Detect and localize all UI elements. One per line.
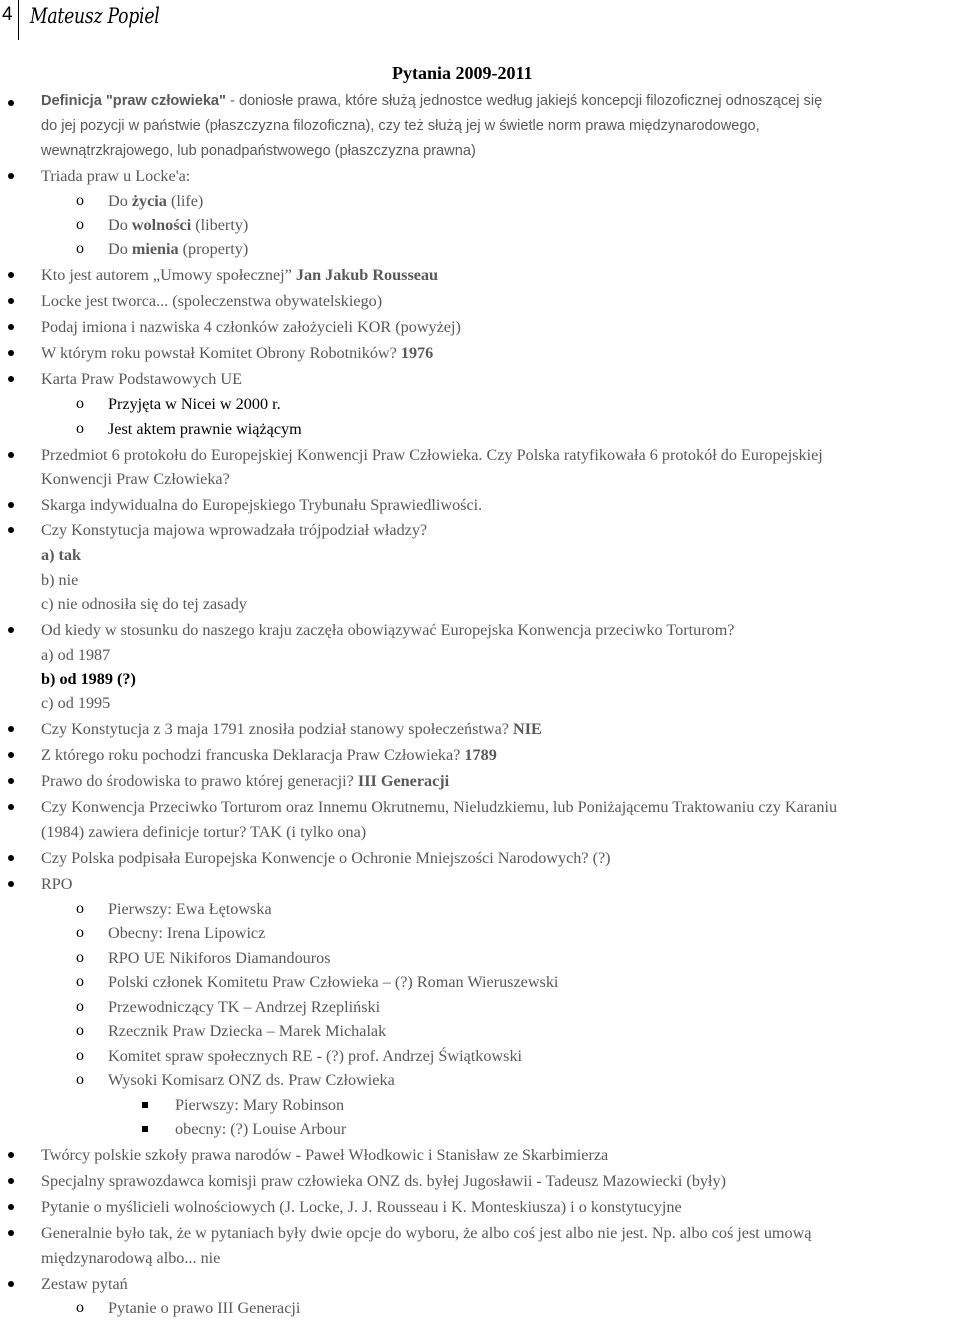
sub-list-item: Obecny: Irena Lipowicz [108,924,266,942]
page-header [0,0,300,42]
bullet [8,324,14,330]
sub-bullet: o [76,1022,84,1039]
bullet [8,627,14,633]
bullet [8,881,14,887]
list-item: Z którego roku pochodzi francuska Deklaracja Praw Człowieka? 1789 [41,746,497,764]
sub-list-item: Pierwszy: Ewa Łętowska [108,900,272,918]
page-number: 4 [2,4,13,25]
list-item: Karta Praw Podstawowych UE [41,370,242,388]
square-bullet [142,1126,148,1132]
bullet [8,527,14,533]
list-item: Czy Konstytucja z 3 maja 1791 znosiła podział stanowy społeczeństwa? NIE [41,720,542,738]
list-item-continued: (1984) zawiera definicje tortur? TAK (i tylko ona) [41,823,367,841]
bullet [8,1281,14,1287]
sub-bullet: o [76,900,84,917]
list-item: Specjalny sprawozdawca komisji praw człowieka ONZ ds. byłej Jugosławii - Tadeusz Mazowiecki (były) [41,1172,726,1190]
list-item: Podaj imiona i nazwiska 4 członków założycieli KOR (powyżej) [41,318,461,336]
list-item-continued: Konwencji Praw Człowieka? [41,470,230,488]
header-divider [18,0,19,40]
sub-bullet: o [76,216,84,233]
list-item: Od kiedy w stosunku do naszego kraju zaczęła obowiązywać Europejska Konwencja przeciwko Torturom? [41,621,735,639]
answer-option: b) od 1989 (?) [41,670,136,688]
bullet [8,752,14,758]
sub-list-item: Do życia (life) [108,192,204,210]
bullet [8,1230,14,1236]
sub-bullet: o [76,1071,84,1088]
sub-list-item: Do wolności (liberty) [108,216,249,234]
bullet [8,173,14,179]
list-item: Czy Polska podpisała Europejska Konwencje o Ochronie Mniejszości Narodowych? (?) [41,849,611,867]
bullet [8,778,14,784]
sub-list-item: Wysoki Komisarz ONZ ds. Praw Człowieka [108,1071,395,1089]
list-item-continued: do jej pozycji w państwie (płaszczyzna filozoficzna), czy też służą jej w świetle norm prawa międzynarodowego, [41,118,760,134]
bullet [8,452,14,458]
list-item: Czy Konwencja Przeciwko Torturom oraz Innemu Okrutnemu, Nieludzkiemu, lub Poniżającemu Traktowaniu czy Karaniu [41,798,838,816]
answer-option: b) nie [41,571,79,589]
list-item: Przedmiot 6 protokołu do Europejskiej Konwencji Praw Człowieka. Czy Polska ratyfikowała 6 protokół do Europejskiej [41,446,823,464]
list-item: Skarga indywidualna do Europejskiego Trybunału Sprawiedliwości. [41,496,483,514]
sub-bullet: o [76,924,84,941]
author-name: Mateusz Popiel [30,4,160,28]
bullet [8,272,14,278]
sub-list-item: Komitet spraw społecznych RE - (?) prof. Andrzej Świątkowski [108,1047,523,1065]
bullet [8,376,14,382]
list-item: Czy Konstytucja majowa wprowadzała trójpodział władzy? [41,521,428,539]
bullet [8,855,14,861]
bullet [8,1152,14,1158]
bullet [8,502,14,508]
bullet [8,350,14,356]
sub-sub-list-item: Pierwszy: Mary Robinson [175,1096,345,1114]
sub-bullet: o [76,1047,84,1064]
document-title: Pytania 2009-2011 [392,63,533,83]
sub-list-item: Jest aktem prawnie wiążącym [108,420,302,438]
list-item: Triada praw u Locke'a: [41,167,191,185]
sub-list-item: RPO UE Nikiforos Diamandouros [108,949,331,967]
sub-bullet: o [76,973,84,990]
sub-sub-list-item: obecny: (?) Louise Arbour [175,1120,347,1138]
bullet [8,298,14,304]
list-item: Twórcy polskie szkoły prawa narodów - Paweł Włodkowic i Stanisław ze Skarbimierza [41,1146,609,1164]
list-item: W którym roku powstał Komitet Obrony Robotników? 1976 [41,344,434,362]
sub-bullet: o [76,240,84,257]
sub-bullet: o [76,1299,84,1316]
bullet [8,1204,14,1210]
answer-option: c) od 1995 [41,694,111,712]
answer-option: a) od 1987 [41,646,111,664]
answer-option: c) nie odnosiła się do tej zasady [41,595,247,613]
sub-bullet: o [76,395,84,412]
bullet [8,1178,14,1184]
bullet [8,726,14,732]
answer-option: a) tak [41,546,82,564]
sub-list-item: Do mienia (property) [108,240,249,258]
list-item: Locke jest tworca... (spoleczenstwa obywatelskiego) [41,292,383,310]
list-item: RPO [41,875,73,893]
list-item-continued: międzynarodową albo... nie [41,1249,221,1267]
sub-list-item: Rzecznik Praw Dziecka – Marek Michalak [108,1022,387,1040]
sub-bullet: o [76,192,84,209]
list-item-continued: wewnątrzkrajowego, lub ponadpaństwowego (płaszczyzna prawna) [41,143,476,159]
bullet [8,100,14,106]
list-item: Kto jest autorem „Umowy społecznej” Jan Jakub Rousseau [41,266,439,284]
list-item: Pytanie o myślicieli wolnościowych (J. Locke, J. J. Rousseau i K. Monteskiusza) i o konstytucyjne [41,1198,682,1216]
sub-bullet: o [76,998,84,1015]
sub-list-item: Przyjęta w Nicei w 2000 r. [108,395,281,413]
sub-list-item: Pytanie o prawo III Generacji [108,1299,301,1317]
sub-bullet: o [76,949,84,966]
list-item: Zestaw pytań [41,1275,128,1293]
square-bullet [142,1102,148,1108]
sub-list-item: Polski członek Komitetu Praw Człowieka – (?) Roman Wieruszewski [108,973,559,991]
list-item: Generalnie było tak, że w pytaniach były dwie opcje do wyboru, że albo coś jest albo nie jest. Np. albo coś jest umową [41,1224,812,1242]
bullet [8,804,14,810]
sub-list-item: Przewodniczący TK – Andrzej Rzepliński [108,998,381,1016]
list-item: Definicja "praw człowieka" - doniosłe prawa, które służą jednostce według jakiejś koncepcji filozoficznej odnoszącej się [41,93,823,109]
sub-bullet: o [76,420,84,437]
list-item: Prawo do środowiska to prawo której generacji? III Generacji [41,772,450,790]
